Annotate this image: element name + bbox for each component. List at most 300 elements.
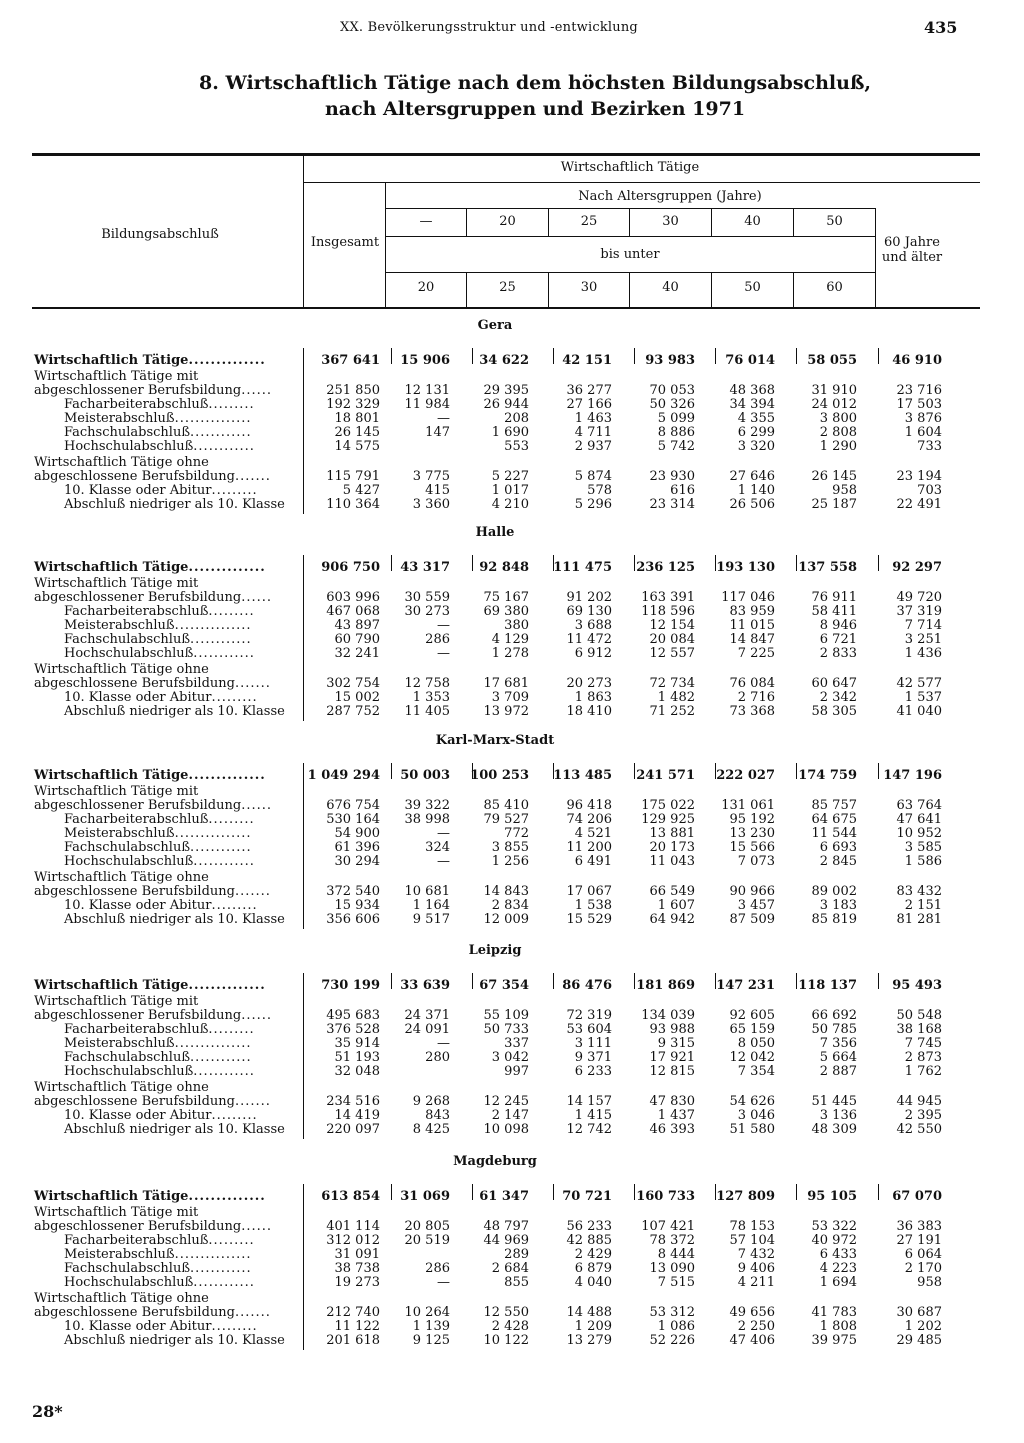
table-cell: 3 360 [412,497,450,512]
row-label [64,633,252,647]
table-cell: 38 998 [404,812,450,827]
table-cell: 208 [504,411,529,426]
table-cell: 6 064 [904,1247,942,1262]
table-cell: 3 876 [904,411,942,426]
table-cell: 2 342 [819,690,857,705]
header-bis-unter: bis unter [600,247,660,262]
table-cell: 495 683 [326,1008,380,1023]
table-cell: 67 070 [892,1189,942,1204]
table-cell: 11 472 [566,632,612,647]
table-cell: 12 550 [483,1305,529,1320]
table-cell: 18 410 [566,704,612,719]
table-cell: 286 [425,632,450,647]
header-to-0: 20 [417,280,435,295]
row-label [64,1123,285,1137]
row-label-text: abgeschlossene Berufsbildung [34,884,235,899]
table-cell: 1 256 [491,854,529,869]
row-label-text: Wirtschaftlich Tätige mit [34,576,199,591]
table-cell: 2 428 [491,1319,529,1334]
row-label [34,370,198,384]
table-cell: 3 855 [491,840,529,855]
table-cell: 212 740 [326,1305,380,1320]
table-cell: 42 577 [896,676,942,691]
table-cell: — [437,826,450,841]
table-cell: 3 183 [819,898,857,913]
table-cell: 356 606 [326,912,380,927]
row-label [34,995,198,1009]
table-cell: 47 830 [649,1094,695,1109]
table-cell: 115 791 [326,469,380,484]
table-cell: 12 154 [649,618,695,633]
table-cell: 75 167 [483,590,529,605]
table-cell: 27 166 [566,397,612,412]
table-cell: 13 881 [649,826,695,841]
row-label [34,1095,271,1109]
table-cell: 1 538 [574,898,612,913]
row-label [34,456,209,470]
table-cell: 20 084 [649,632,695,647]
table-cell: 30 273 [404,604,450,619]
table-cell: 13 972 [483,704,529,719]
table-cell: 8 444 [657,1247,695,1262]
row-label-leader: ............... [174,1036,252,1051]
row-label [64,426,252,440]
row-label [34,1220,272,1234]
table-cell: 2 834 [491,898,529,913]
row-label [64,1262,252,1276]
row-label [64,498,285,512]
table-cell: 19 273 [334,1275,380,1290]
row-label-text: Wirtschaftlich Tätige [34,978,189,993]
table-cell: 24 091 [404,1022,450,1037]
row-label-text: Fachschulabschluß [64,632,191,647]
row-label-leader: ...... [241,383,272,398]
table-cell: 1 607 [657,898,695,913]
table-cell: 337 [504,1036,529,1051]
row-label-leader: ...... [241,1219,272,1234]
row-label-text: abgeschlossener Berufsbildung [34,383,242,398]
table-cell: 89 002 [811,884,857,899]
table-cell: 42 151 [562,353,612,368]
table-cell: 13 279 [566,1333,612,1348]
row-label [34,871,209,885]
table-cell: 703 [917,483,942,498]
row-label-text: Abschluß niedriger als 10. Klasse [64,912,285,927]
row-label [64,1320,258,1334]
header-from-0: — [419,214,433,229]
table-cell: 9 371 [574,1050,612,1065]
table-cell: 50 326 [649,397,695,412]
row-label-leader: ......... [211,898,258,913]
row-label-text: Hochschulabschluß [64,854,194,869]
header-to-2: 30 [580,280,598,295]
row-label [64,1248,252,1262]
row-label-leader: .............. [188,1189,266,1204]
table-cell: 29 485 [896,1333,942,1348]
row-label [64,440,255,454]
table-cell: 6 491 [574,854,612,869]
table-cell: 14 488 [566,1305,612,1320]
table-cell: 6 912 [574,646,612,661]
row-label [34,1206,198,1220]
table-cell: 27 646 [729,469,775,484]
table-cell: 57 104 [729,1233,775,1248]
table-cell: 30 294 [334,854,380,869]
row-label-leader: ...... [241,798,272,813]
table-cell: 1 537 [904,690,942,705]
row-label-text: Abschluß niedriger als 10. Klasse [64,704,285,719]
table-cell: 129 925 [641,812,695,827]
table-cell: 83 959 [729,604,775,619]
table-cell: — [437,854,450,869]
table-cell: 91 202 [566,590,612,605]
table-cell: 175 022 [641,798,695,813]
table-cell: 7 515 [657,1275,695,1290]
row-label [64,1037,252,1051]
table-cell: 92 297 [892,560,942,575]
table-cell: — [437,1036,450,1051]
table-cell: 1 586 [904,854,942,869]
table-cell: 34 394 [729,397,775,412]
table-cell: 401 114 [326,1219,380,1234]
row-label-leader: ....... [234,884,271,899]
table-cell: 5 296 [574,497,612,512]
header-rule-agegroup [385,208,875,209]
row-label-text: Wirtschaftlich Tätige ohne [34,1080,209,1095]
table-cell: 1 290 [819,439,857,454]
table-cell: 93 988 [649,1022,695,1037]
table-cell: 163 391 [641,590,695,605]
table-cell: 87 509 [729,912,775,927]
table-cell: 5 227 [491,469,529,484]
table-cell: 23 194 [896,469,942,484]
row-label-text: Wirtschaftlich Tätige mit [34,784,199,799]
table-cell: 14 157 [566,1094,612,1109]
table-cell: 1 437 [657,1108,695,1123]
table-cell: 5 742 [657,439,695,454]
table-cell: 61 396 [334,840,380,855]
row-label-text: Hochschulabschluß [64,646,194,661]
row-label [64,1334,285,1348]
header-und-aelter: und älter [881,250,943,265]
table-cell: 1 808 [819,1319,857,1334]
row-label [64,841,252,855]
row-label-text: Meisterabschluß [64,1247,175,1262]
row-label-leader: ............ [190,1261,252,1276]
header-from-3: 30 [662,214,679,229]
row-label-text: Abschluß niedriger als 10. Klasse [64,497,285,512]
row-label-text: abgeschlossene Berufsbildung [34,1305,235,1320]
header-to-3: 40 [662,280,679,295]
row-label-text: Fachschulabschluß [64,425,191,440]
table-cell: 6 721 [819,632,857,647]
header-to-5: 60 [826,280,843,295]
table-cell: 4 521 [574,826,612,841]
table-cell: 17 681 [483,676,529,691]
row-label-leader: ......... [211,483,258,498]
table-cell: 70 053 [649,383,695,398]
table-cell: — [437,1275,450,1290]
table-cell: 15 529 [566,912,612,927]
table-cell: 160 733 [636,1189,695,1204]
table-cell: 31 091 [334,1247,380,1262]
table-cell: 1 604 [904,425,942,440]
table-cell: 372 540 [326,884,380,899]
row-label-leader: ....... [234,1305,271,1320]
table-cell: 95 493 [892,978,942,993]
table-cell: 60 790 [334,632,380,647]
table-cell: 1 164 [412,898,450,913]
table-cell: 58 055 [807,353,857,368]
table-cell: 24 012 [811,397,857,412]
header-from-1: 20 [499,214,516,229]
table-cell: 44 969 [483,1233,529,1248]
table-cell: 78 153 [729,1219,775,1234]
table-cell: 3 111 [574,1036,612,1051]
table-cell: 41 783 [811,1305,857,1320]
header-from-4: 40 [744,214,761,229]
table-cell: 222 027 [716,768,775,783]
table-cell: 35 914 [334,1036,380,1051]
table-cell: 50 785 [811,1022,857,1037]
row-label-text: Wirtschaftlich Tätige [34,353,189,368]
table-cell: 31 069 [400,1189,450,1204]
row-label-text: Hochschulabschluß [64,1275,194,1290]
table-cell: 2 716 [737,690,775,705]
table-cell: 63 764 [896,798,942,813]
header-divider-label [303,156,304,307]
row-label [34,979,266,993]
table-cell: 71 252 [649,704,695,719]
row-label-leader: ......... [208,397,255,412]
table-cell: 2 170 [904,1261,942,1276]
table-cell: 2 151 [904,898,942,913]
header-wirtschaftlich-taetige: Wirtschaftlich Tätige [560,160,700,175]
table-cell: 192 329 [326,397,380,412]
table-cell: 5 427 [342,483,380,498]
row-label-leader: ............ [190,1050,252,1065]
table-cell: 10 952 [896,826,942,841]
table-cell: 11 405 [404,704,450,719]
table-cell: 14 843 [483,884,529,899]
table-cell: 41 040 [896,704,942,719]
table-cell: 86 476 [562,978,612,993]
table-cell: 11 544 [811,826,857,841]
row-label [64,1276,255,1290]
row-label [34,885,271,899]
table-cell: — [437,618,450,633]
table-cell: 17 067 [566,884,612,899]
page-number: 435 [924,18,958,37]
row-label [34,384,272,398]
header-rule-bis [385,272,875,273]
row-label-leader: ............ [193,439,255,454]
table-cell: 43 897 [334,618,380,633]
table-cell: 20 173 [649,840,695,855]
table-cell: 2 845 [819,854,857,869]
table-cell: 137 558 [798,560,857,575]
table-cell: 4 211 [737,1275,775,1290]
row-label-leader: ......... [208,604,255,619]
section-title: Leipzig [468,943,522,958]
table-cell: 47 641 [896,812,942,827]
table-cell: 15 906 [400,353,450,368]
section-title: Gera [477,318,513,333]
table-cell: 6 299 [737,425,775,440]
table-cell: 1 694 [819,1275,857,1290]
header-60-jahre: 60 Jahre [884,235,940,250]
table-cell: 14 419 [334,1108,380,1123]
row-label [64,827,252,841]
table-cell: 67 354 [479,978,529,993]
table-cell: 36 277 [566,383,612,398]
table-cell: 15 002 [334,690,380,705]
table-cell: 37 319 [896,604,942,619]
table-cell: 24 371 [404,1008,450,1023]
table-cell: 134 039 [641,1008,695,1023]
row-label [64,1234,255,1248]
row-label-text: 10. Klasse oder Abitur [64,690,212,705]
row-label [34,663,209,677]
table-cell: 18 801 [334,411,380,426]
table-cell: 906 750 [321,560,380,575]
table-cell: 174 759 [798,768,857,783]
table-cell: 8 946 [819,618,857,633]
row-label [64,647,255,661]
table-cell: 3 042 [491,1050,529,1065]
table-cell: 251 850 [326,383,380,398]
table-cell: 44 945 [896,1094,942,1109]
table-cell: 12 131 [404,383,450,398]
table-cell: 14 847 [729,632,775,647]
table-cell: 96 418 [566,798,612,813]
row-label [34,1306,271,1320]
row-label [64,1023,255,1037]
row-label-text: Hochschulabschluß [64,1064,194,1079]
row-label [64,1065,255,1079]
row-label [64,913,285,927]
table-cell: 30 559 [404,590,450,605]
row-label [64,484,258,498]
table-cell: 15 566 [729,840,775,855]
row-label-text: Meisterabschluß [64,618,175,633]
row-label-text: abgeschlossener Berufsbildung [34,1219,242,1234]
row-label-text: Fachschulabschluß [64,840,191,855]
row-label [64,605,255,619]
row-label [64,619,252,633]
table-cell: 11 200 [566,840,612,855]
row-label-leader: .............. [188,560,266,575]
table-cell: 42 550 [896,1122,942,1137]
table-cell: 95 105 [807,1189,857,1204]
table-cell: 855 [504,1275,529,1290]
row-label-text: abgeschlossener Berufsbildung [34,798,242,813]
row-label-text: Wirtschaftlich Tätige [34,768,189,783]
table-cell: 40 972 [811,1233,857,1248]
table-cell: 118 137 [798,978,857,993]
table-cell: 2 684 [491,1261,529,1276]
row-label [34,591,272,605]
table-cell: 81 281 [896,912,942,927]
table-cell: 578 [587,483,612,498]
table-cell: 236 125 [636,560,695,575]
table-cell: 72 734 [649,676,695,691]
table-cell: 27 191 [896,1233,942,1248]
table-cell: 79 527 [483,812,529,827]
table-cell: 14 575 [334,439,380,454]
row-label [34,1190,266,1204]
table-cell: 7 432 [737,1247,775,1262]
table-cell: 1 017 [491,483,529,498]
table-cell: 76 911 [811,590,857,605]
table-cell: 85 757 [811,798,857,813]
row-label-leader: ............... [174,826,252,841]
row-label-text: Wirtschaftlich Tätige [34,1189,189,1204]
row-label-text: abgeschlossener Berufsbildung [34,1008,242,1023]
row-label-leader: ............... [174,1247,252,1262]
row-label-text: Facharbeiterabschluß [64,397,209,412]
table-cell: 50 548 [896,1008,942,1023]
table-cell: 3 585 [904,840,942,855]
table-cell: 20 805 [404,1219,450,1234]
table-cell: 302 754 [326,676,380,691]
row-label-leader: ...... [241,1008,272,1023]
section-title: Halle [475,525,515,540]
row-label-leader: ...... [241,590,272,605]
row-label [64,705,285,719]
table-cell: 111 475 [553,560,612,575]
table-cell: 234 516 [326,1094,380,1109]
row-label-text: Meisterabschluß [64,411,175,426]
table-cell: 7 356 [819,1036,857,1051]
table-cell: 90 966 [729,884,775,899]
table-cell: 131 061 [721,798,775,813]
table-cell: 12 557 [649,646,695,661]
row-label-leader: ............ [190,632,252,647]
table-cell: 92 848 [479,560,529,575]
table-cell: 11 984 [404,397,450,412]
row-label-text: Wirtschaftlich Tätige ohne [34,662,209,677]
table-cell: 32 241 [334,646,380,661]
table-cell: 52 226 [649,1333,695,1348]
table-cell: 50 003 [400,768,450,783]
table-cell: 772 [504,826,529,841]
table-cell: 11 122 [334,1319,380,1334]
row-label-text: Wirtschaftlich Tätige [34,560,189,575]
table-cell: 7 073 [737,854,775,869]
table-cell: 2 395 [904,1108,942,1123]
table-cell: 4 210 [491,497,529,512]
table-cell: 69 380 [483,604,529,619]
table-cell: 60 647 [811,676,857,691]
table-title-line1: 8. Wirtschaftlich Tätige nach dem höchsten Bildungsabschluß, [199,72,871,94]
table-cell: 38 738 [334,1261,380,1276]
table-cell: 34 622 [479,353,529,368]
table-cell: 324 [425,840,450,855]
table-cell: 3 800 [819,411,857,426]
table-cell: 66 692 [811,1008,857,1023]
row-label-leader: ............ [193,1064,255,1079]
table-cell: 843 [425,1108,450,1123]
row-label [34,561,266,575]
table-cell: — [437,646,450,661]
table-cell: 147 [425,425,450,440]
table-cell: 2 250 [737,1319,775,1334]
table-cell: 367 641 [321,353,380,368]
table-title-line2: nach Altersgruppen und Bezirken 1971 [324,98,746,120]
table-cell: 54 900 [334,826,380,841]
table-cell: 1 863 [574,690,612,705]
